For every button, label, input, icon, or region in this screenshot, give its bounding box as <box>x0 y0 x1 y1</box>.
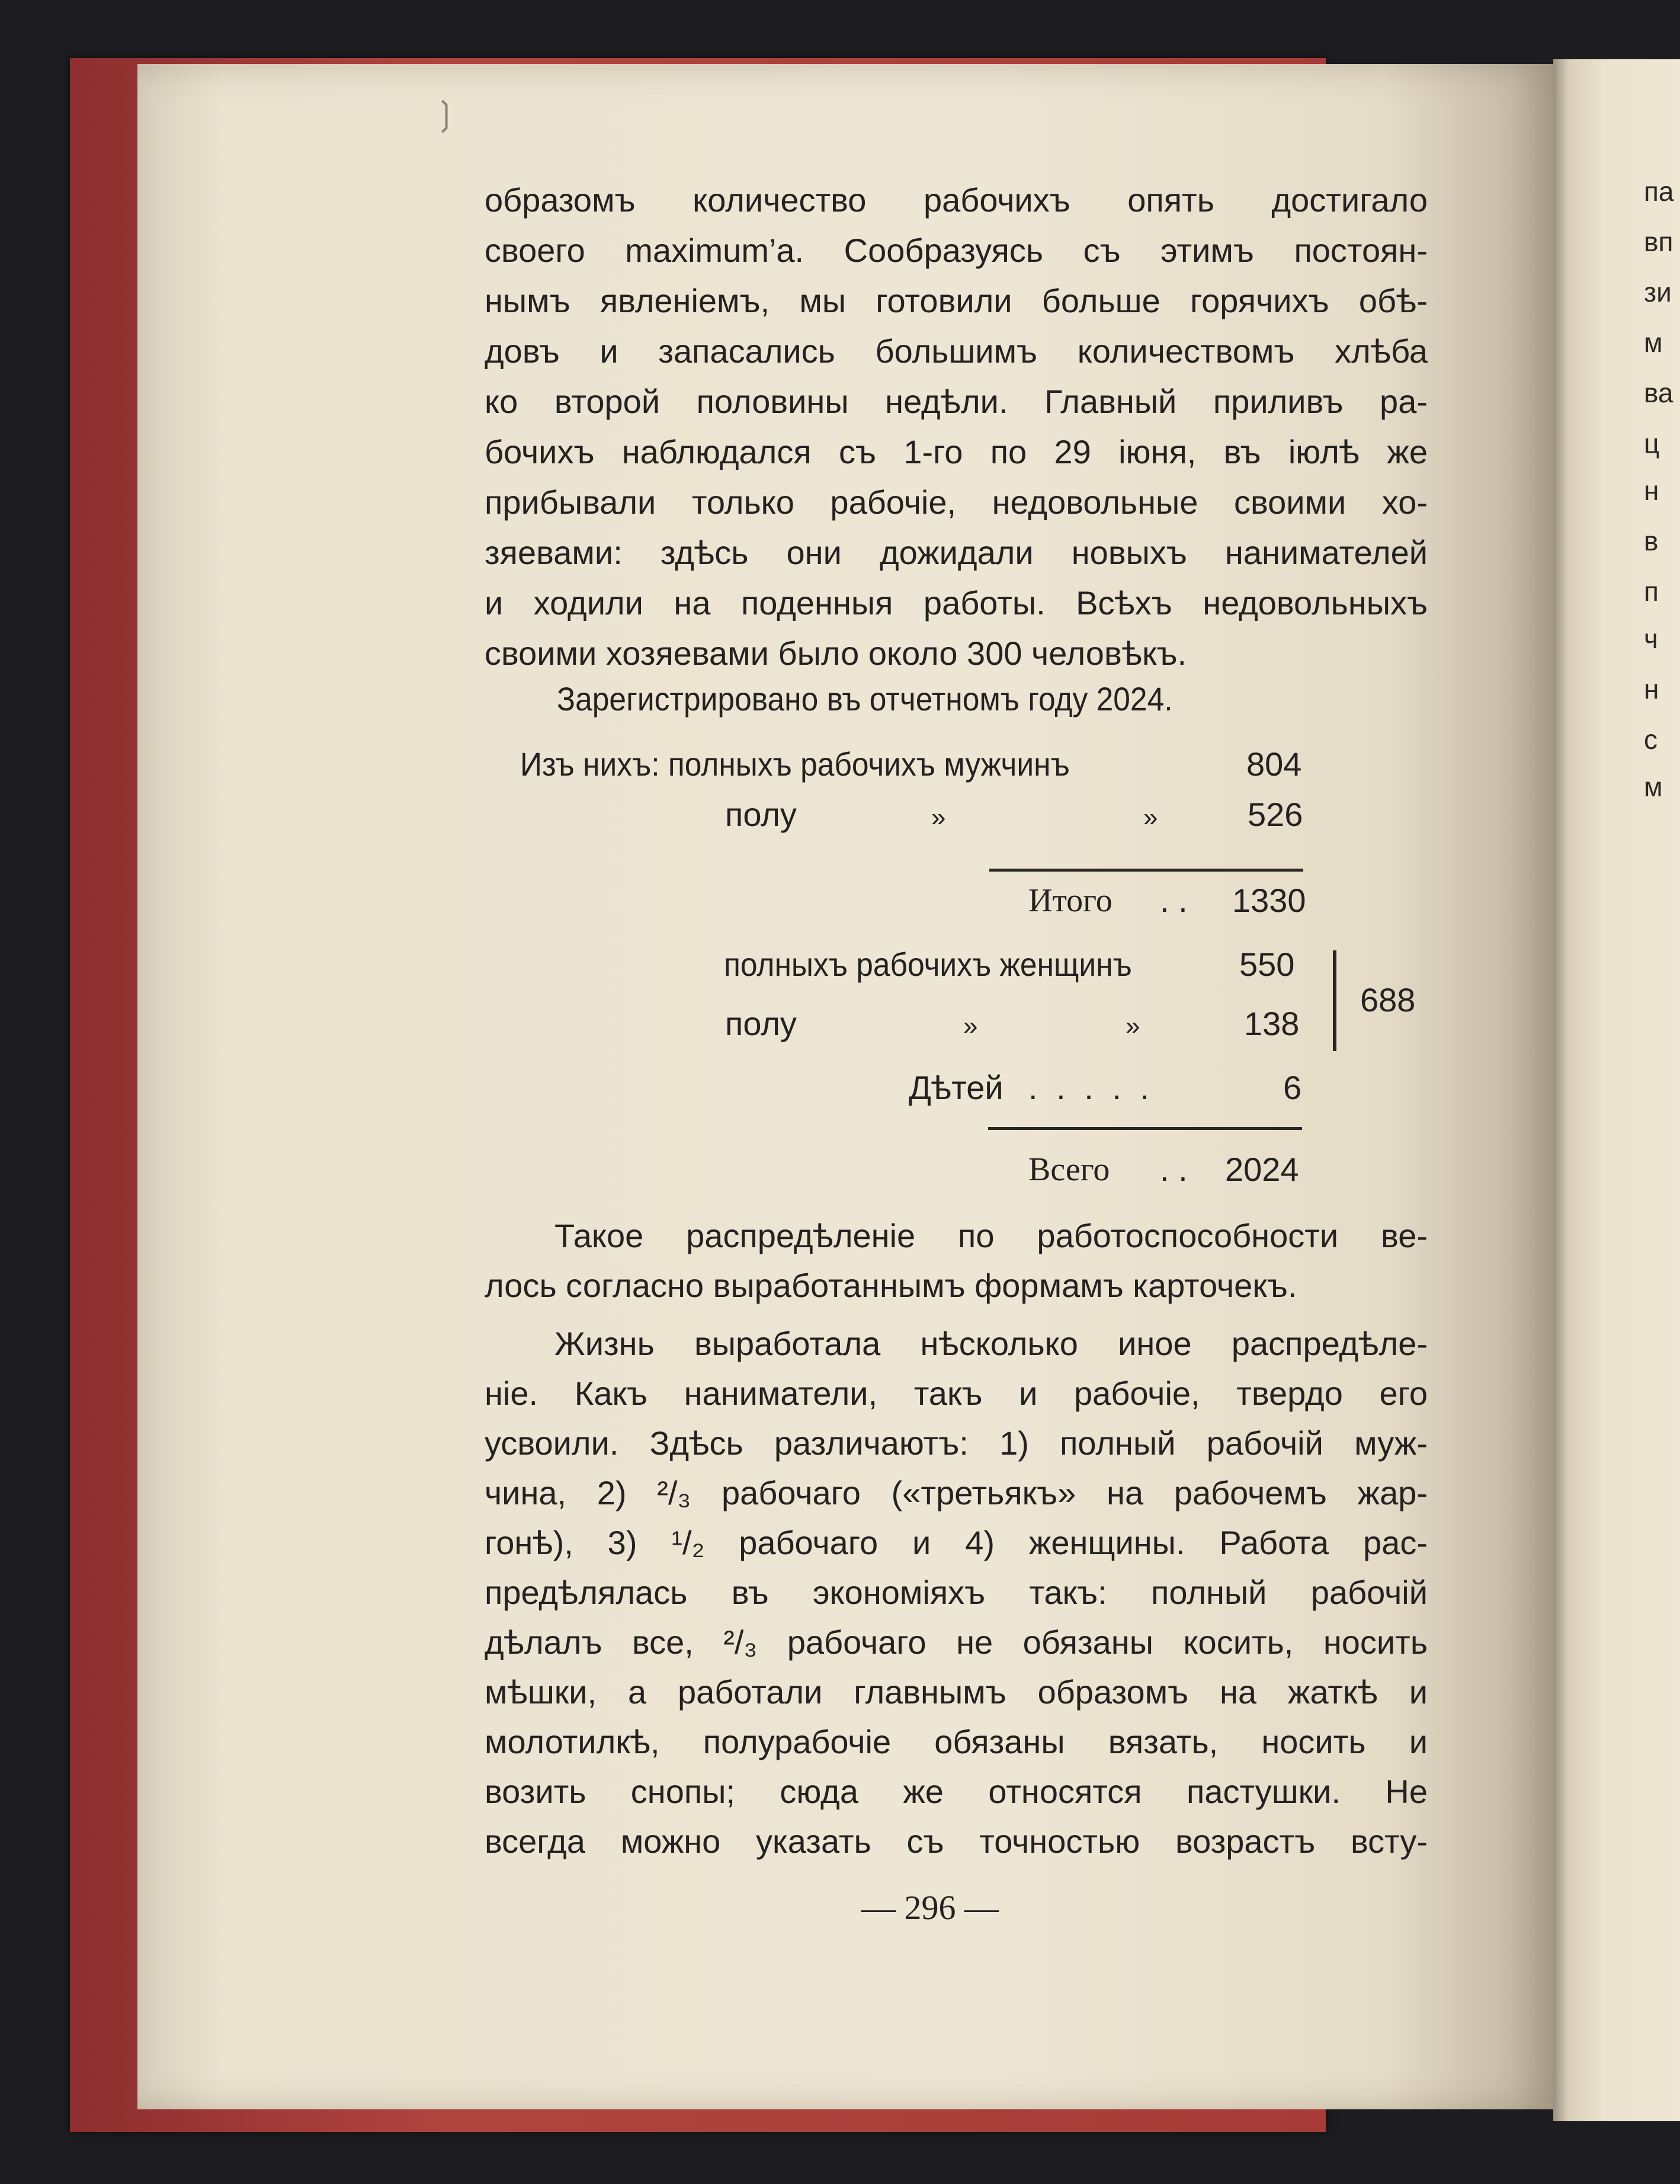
text-line: Жизнь выработала нѣсколько иное распредѣле- <box>554 1325 1428 1362</box>
registered-line: Зарегистрировано въ отчетномъ году 2024. <box>557 680 1173 718</box>
text-line: чина, 2) ²/₃ рабочаго («третьякъ» на рабочемъ жар- <box>485 1474 1428 1511</box>
itogo-value: 1330 <box>1232 882 1306 919</box>
text-line: бочихъ наблюдался съ 1-го по 29 іюня, въ іюлѣ же <box>485 433 1428 470</box>
text-line: образомъ количество рабочихъ опять достигало <box>485 181 1428 219</box>
right-page-fragment: п <box>1644 576 1659 607</box>
right-page-fragment: в <box>1644 526 1659 556</box>
text-line: своими хозяевами было около 300 человѣкъ. <box>485 635 1187 672</box>
text-line: мѣшки, а работали главнымъ образомъ на жаткѣ и <box>485 1673 1428 1711</box>
children-dots: . . . . . <box>1028 1069 1155 1106</box>
right-page-fragment: н <box>1644 475 1659 506</box>
women-half-value: 138 <box>1244 1005 1300 1042</box>
ditto-mark: » <box>1126 1011 1140 1040</box>
text-line: лось согласно выработаннымъ формамъ карточекъ. <box>485 1267 1297 1304</box>
right-page-fragment: м <box>1644 327 1663 358</box>
text-line: дѣлалъ все, ²/₃ рабочаго не обязаны косить, носить <box>485 1623 1428 1661</box>
men-full-value: 804 <box>1246 745 1302 783</box>
right-page <box>1553 59 1680 2121</box>
text-line: гонѣ), 3) ¹/₂ рабочаго и 4) женщины. Работа рас- <box>485 1524 1428 1561</box>
text-line: своего maximum’a. Сообразуясь съ этимъ постоян- <box>485 232 1428 269</box>
vsego-value: 2024 <box>1225 1151 1299 1188</box>
page-mark-icon: ❳ <box>431 95 459 133</box>
right-page-fragment: ва <box>1644 377 1673 408</box>
text-line: довъ и запасались большимъ количествомъ хлѣба <box>485 332 1428 370</box>
children-label: Дѣтей <box>909 1069 1003 1106</box>
women-full-label: полныхъ рабочихъ женщинъ <box>724 946 1132 983</box>
right-page-fragment: зи <box>1644 277 1672 308</box>
right-page-fragment: вп <box>1644 226 1673 257</box>
right-page-fragment: ч <box>1644 623 1658 654</box>
right-page-fragment: м <box>1644 771 1663 802</box>
text-line: усвоили. Здѣсь различаютъ: 1) полный рабочій муж- <box>485 1424 1428 1462</box>
itogo-dots: . . <box>1160 882 1188 919</box>
ditto-mark: » <box>1143 803 1158 832</box>
text-line: ніе. Какъ наниматели, такъ и рабочіе, твердо его <box>485 1375 1428 1412</box>
right-page-fragment: па <box>1644 176 1674 207</box>
text-line: Такое распредѣленіе по работоспособности ве- <box>554 1217 1428 1254</box>
page-number: — 296 — <box>861 1888 999 1927</box>
itogo-label: Итого <box>1028 882 1112 919</box>
ditto-mark: » <box>931 803 946 832</box>
text-line: ко второй половины недѣли. Главный приливъ ра- <box>485 383 1428 420</box>
women-total-value: 688 <box>1360 981 1416 1019</box>
text-line: предѣлялась въ экономіяхъ такъ: полный рабочій <box>485 1574 1428 1611</box>
women-half-label: полу <box>725 1005 797 1042</box>
right-page-fragment: ц <box>1644 428 1660 459</box>
table-intro: Изъ нихъ: полныхъ рабочихъ мужчинъ <box>520 745 1070 783</box>
vsego-dots: . . <box>1160 1151 1188 1188</box>
text-line: зяевами: здѣсь они дожидали новыхъ нанимателей <box>485 534 1428 571</box>
men-half-label: полу <box>725 796 797 833</box>
men-half-value: 526 <box>1248 796 1303 833</box>
children-value: 6 <box>1283 1069 1302 1106</box>
text-line: нымъ явленіемъ, мы готовили больше горячихъ обѣ- <box>485 282 1428 319</box>
vsego-label: Всего <box>1028 1151 1110 1188</box>
table-rule <box>988 1127 1302 1130</box>
text-line: молотилкѣ, полурабочіе обязаны вязать, носить и <box>485 1723 1428 1760</box>
text-line: прибывали только рабочіе, недовольные своими хо- <box>485 483 1428 521</box>
table-rule <box>989 869 1303 872</box>
ditto-mark: » <box>963 1011 978 1040</box>
text-line: всегда можно указать съ точностью возрастъ всту- <box>485 1823 1428 1860</box>
right-page-fragment: н <box>1644 674 1659 704</box>
text-line: и ходили на поденныя работы. Всѣхъ недовольныхъ <box>485 584 1428 622</box>
women-bracket <box>1333 950 1336 1051</box>
right-page-fragment: с <box>1644 724 1657 755</box>
text-line: возить снопы; сюда же относятся пастушки. Не <box>485 1773 1428 1810</box>
women-full-value: 550 <box>1239 946 1295 983</box>
